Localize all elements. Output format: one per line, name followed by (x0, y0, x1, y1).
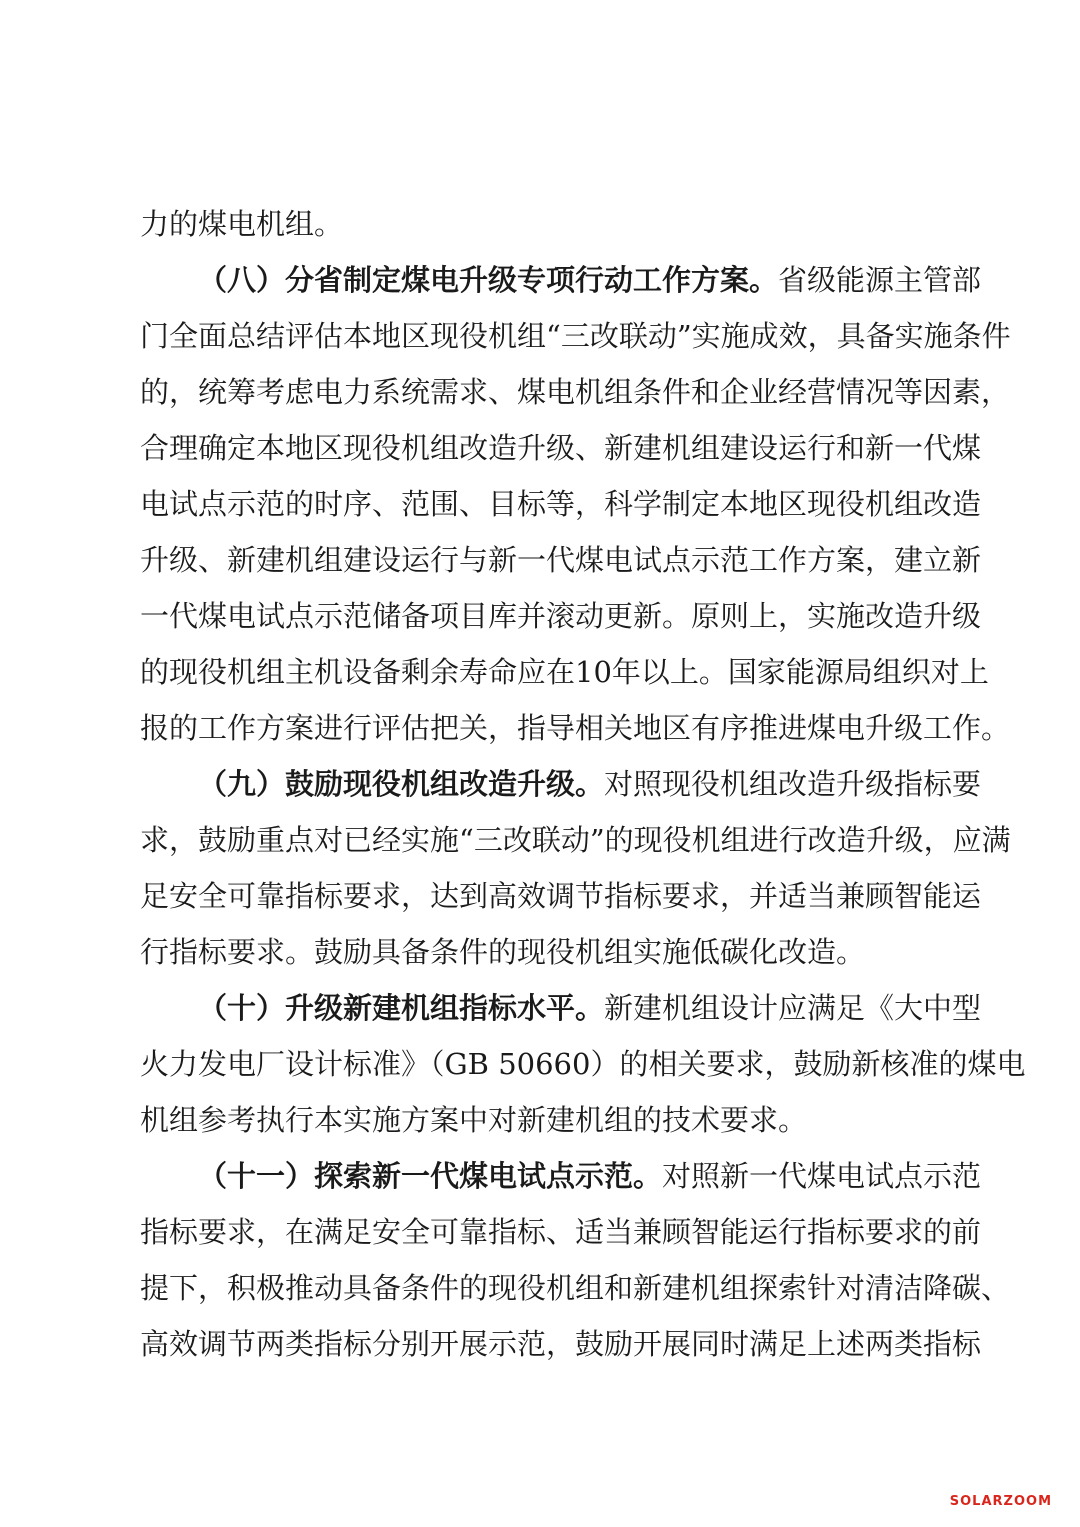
paragraph-line: （十）升级新建机组指标水平。新建机组设计应满足《大中型 (198, 991, 982, 1025)
solarzoom-watermark: SOLARZOOM (949, 1494, 1052, 1509)
paragraph-line: 高效调节两类指标分别开展示范，鼓励开展同时满足上述两类指标 (140, 1327, 982, 1361)
paragraph-line: 一代煤电试点示范储备项目库并滚动更新。原则上，实施改造升级 (140, 599, 982, 633)
paragraph-line: 行指标要求。鼓励具备条件的现役机组实施低碳化改造。 (140, 935, 866, 969)
paragraph-line: 的，统筹考虑电力系统需求、煤电机组条件和企业经营情况等因素， (140, 375, 1011, 409)
paragraph-line: 火力发电厂设计标准》（GB 50660）的相关要求，鼓励新核准的煤电 (140, 1047, 1026, 1081)
paragraph-line: （十一）探索新一代煤电试点示范。对照新一代煤电试点示范 (198, 1159, 982, 1193)
paragraph-line: 电试点示范的时序、范围、目标等，科学制定本地区现役机组改造 (140, 487, 982, 521)
paragraph-line: 门全面总结评估本地区现役机组“三改联动”实施成效，具备实施条件 (140, 319, 1011, 353)
paragraph-line: 足安全可靠指标要求，达到高效调节指标要求，并适当兼顾智能运 (140, 879, 982, 913)
paragraph-line: 指标要求，在满足安全可靠指标、适当兼顾智能运行指标要求的前 (140, 1215, 982, 1249)
paragraph-line: （八）分省制定煤电升级专项行动工作方案。省级能源主管部 (198, 263, 982, 297)
paragraph-line: 力的煤电机组。 (140, 207, 344, 241)
document-body (140, 196, 1026, 1372)
section-heading-10: （十）升级新建机组指标水平。 (198, 991, 605, 1025)
section-heading-8: （八）分省制定煤电升级专项行动工作方案。 (198, 263, 779, 297)
paragraph-line: 升级、新建机组建设运行与新一代煤电试点示范工作方案，建立新 (140, 543, 982, 577)
paragraph-line: 机组参考执行本实施方案中对新建机组的技术要求。 (140, 1103, 808, 1137)
paragraph-line: 合理确定本地区现役机组改造升级、新建机组建设运行和新一代煤 (140, 431, 982, 465)
paragraph-line: 求，鼓励重点对已经实施“三改联动”的现役机组进行改造升级，应满 (140, 823, 1011, 857)
paragraph-line: 提下，积极推动具备条件的现役机组和新建机组探索针对清洁降碳、 (140, 1271, 1011, 1305)
section-heading-11: （十一）探索新一代煤电试点示范。 (198, 1159, 663, 1193)
section-heading-9: （九）鼓励现役机组改造升级。 (198, 767, 605, 801)
paragraph-line: 的现役机组主机设备剩余寿命应在10年以上。国家能源局组织对上 (140, 655, 989, 689)
paragraph-line: （九）鼓励现役机组改造升级。对照现役机组改造升级指标要 (198, 767, 982, 801)
paragraph-line: 报的工作方案进行评估把关，指导相关地区有序推进煤电升级工作。 (140, 711, 1011, 745)
